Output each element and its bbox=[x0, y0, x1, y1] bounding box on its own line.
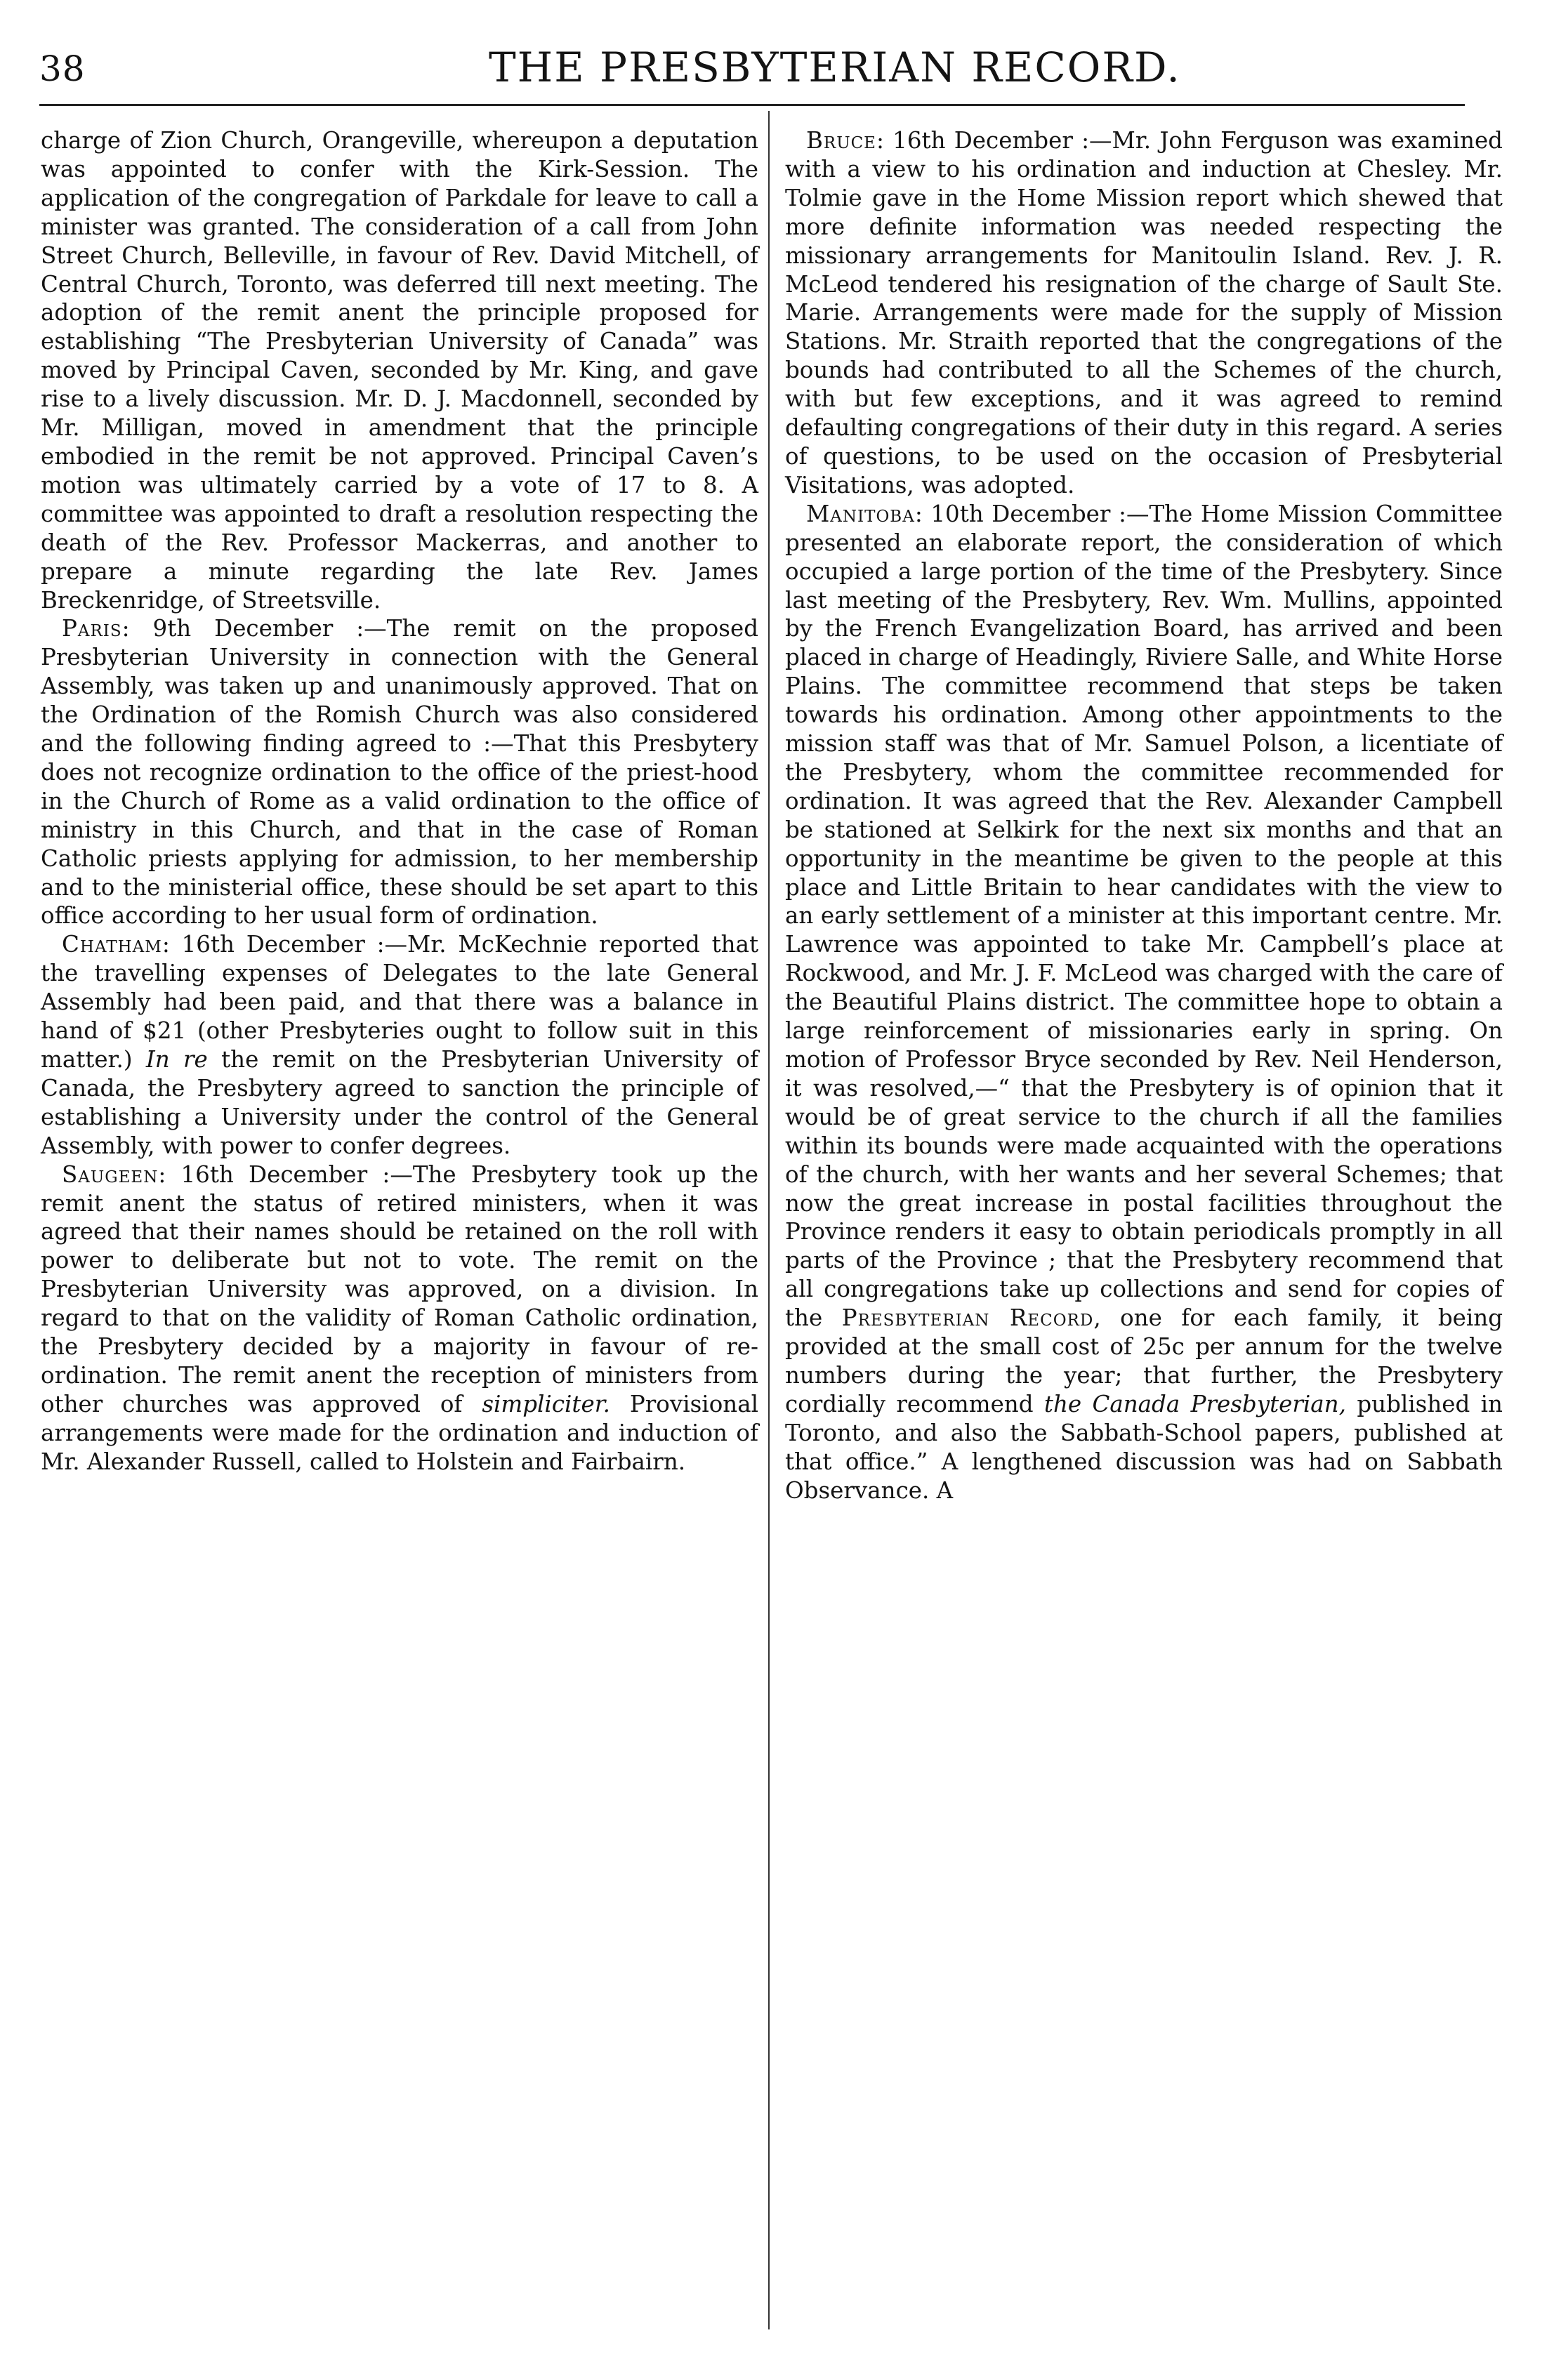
bruce-paragraph-text: : 16th December :—Mr. John Ferguson was examined with a view to his ordination and induction at Chesley. Mr. Tolmie gave in the Home Mission report which shewed that more definite information was needed respecting the missionary arrangements for Manitoulin Island. Rev. J. R. McLeod tendered his resignation of the charge of Sault Ste. Marie. Arrangements were made for the supply of Mission Stations. Mr. Straith reported that the congregations of the bounds had contributed to all the Schemes of the church, with but few exceptions, and it was agreed to remind defaulting congregations of their duty in this regard. A series of questions, to be used on the occasion of Presbyterial Visitations, was adopted. bbox=[785, 127, 1503, 498]
canada-presbyterian-title: the Canada Presbyterian, bbox=[1043, 1390, 1346, 1417]
saugeen-paragraph bbox=[41, 1161, 758, 1476]
chatham-in-re: In re bbox=[145, 1046, 208, 1073]
saugeen-simpliciter: simpliciter. bbox=[482, 1390, 611, 1417]
presbyterian-record-name: Presbyterian Record bbox=[841, 1304, 1094, 1332]
manitoba-paragraph bbox=[785, 500, 1503, 1505]
right-column bbox=[785, 126, 1503, 1505]
manitoba-paragraph-text-1: : 10th December :—The Home Mission Committee presented an elaborate report, the consideration of which occupied a large portion of the time of the Presbytery. Since last meeting of the Presbytery, Rev. Wm. Mullins, appointed by the French Evangelization Board, has arrived and been placed in charge of Headingly, Riviere Salle, and White Horse Plains. The committee recommend that steps be taken towards his ordination. Among other appointments to the mission staff was that of Mr. Samuel Polson, a licentiate of the Presbytery, whom the committee recommended for ordination. It was agreed that the Rev. Alexander Campbell be stationed at Selkirk for the next six months and that an opportunity in the meantime be given to the people at this place and Little Britain to hear candidates with the view to an early settlement of a minister at this important centre. Mr. Lawrence was appointed to take Mr. Campbell’s place at Rockwood, and Mr. J. F. McLeod was charged with the care of the Beautiful Plains district. The committee hope to obtain a large reinforcement of missionaries early in spring. On motion of Professor Bryce seconded by Rev. Neil Henderson, it was resolved,—“ that the Presbytery is of opinion that it would be of great service to the church if all the families within its bounds were made acquainted with the operations of the church, with her wants and her several Schemes; that now the great increase in postal facilities throughout the Province renders it easy to obtain periodicals promptly in all parts of the Province ; that the Presbytery recommend that all congregations take up collections and send for copies of the bbox=[785, 500, 1503, 1332]
manitoba-paragraph-text-2: , one for each family, it being provided at the small cost of 25c per annum for the twelve numbers during the year; that further, the Presbytery cordially recommend bbox=[785, 1304, 1503, 1417]
chatham-paragraph-text-1: : 16th December :—Mr. McKechnie reported that the travelling expenses of Delegates to the late General Assembly had been paid, and that there was a balance in hand of $21 (other Presbyteries ought to follow suit in this matter.) bbox=[41, 931, 758, 1073]
saugeen-paragraph-text-2: Provisional arrangements were made for the ordination and induction of Mr. Alexander Russell, called to Holstein and Fairbairn. bbox=[41, 1390, 758, 1475]
bruce-presbytery-label: Bruce bbox=[806, 127, 876, 154]
manitoba-paragraph-text-3: published in Toronto, and also the Sabbath-School papers, published at that office.” A lengthened discussion was had on Sabbath Observance. A bbox=[785, 1390, 1503, 1504]
paris-paragraph bbox=[41, 614, 758, 930]
chatham-presbytery-label: Chatham bbox=[62, 931, 162, 958]
left-column bbox=[41, 126, 758, 1476]
column-divider bbox=[768, 111, 770, 2329]
running-title: THE PRESBYTERIAN RECORD. bbox=[489, 44, 1181, 91]
paris-paragraph-text: : 9th December :—The remit on the proposed Presbyterian University in connection with the General Assembly, was taken up and unanimously approved. That on the Ordination of the Romish Church was also considered and the following finding agreed to :—That this Presbytery does not recognize ordination to the office of the priest-hood in the Church of Rome as a valid ordination to the office of ministry in this Church, and that in the case of Roman Catholic priests applying for admission, to her membership and to the ministerial office, these should be set apart to this office according to her usual form of ordination. bbox=[41, 615, 758, 930]
page-number: 38 bbox=[39, 48, 86, 89]
paris-presbytery-label: Paris bbox=[62, 615, 122, 642]
saugeen-paragraph-text-1: : 16th December :—The Presbytery took up the remit anent the status of retired ministers, when it was agreed that their names should be retained on the roll with power to deliberate but not to vote. The remit on the Presbyterian University was approved, on a division. In regard to that on the validity of Roman Catholic ordination, the Presbytery decided by a majority in favour of re-ordination. The remit anent the reception of ministers from other churches was approved of bbox=[41, 1161, 758, 1417]
bruce-paragraph bbox=[785, 126, 1503, 500]
chatham-paragraph bbox=[41, 930, 758, 1160]
chatham-paragraph-text-2: the remit on the Presbyterian University of Canada, the Presbytery agreed to sanction the principle of establishing a University under the control of the General Assembly, with power to confer degrees. bbox=[41, 1046, 759, 1159]
page-header bbox=[39, 42, 1465, 98]
header-rule bbox=[39, 104, 1465, 106]
saugeen-presbytery-label: Saugeen bbox=[62, 1161, 159, 1188]
manitoba-presbytery-label: Manitoba bbox=[806, 500, 915, 527]
orangeville-continuation-paragraph: charge of Zion Church, Orangeville, whereupon a deputation was appointed to confer with the Kirk-Session. The application of the congregation of Parkdale for leave to call a minister was granted. The consideration of a call from John Street Church, Belleville, in favour of Rev. David Mitchell, of Central Church, Toronto, was deferred till next meeting. The adoption of the remit anent the principle proposed for establishing “The Presbyterian University of Canada” was moved by Principal Caven, seconded by Mr. King, and gave rise to a lively discussion. Mr. D. J. Macdonnell, seconded by Mr. Milligan, moved in amendment that the principle embodied in the remit be not approved. Principal Caven’s motion was ultimately carried by a vote of 17 to 8. A committee was appointed to draft a resolution respecting the death of the Rev. Professor Mackerras, and another to prepare a minute regarding the late Rev. James Breckenridge, of Streetsville. bbox=[41, 127, 758, 614]
